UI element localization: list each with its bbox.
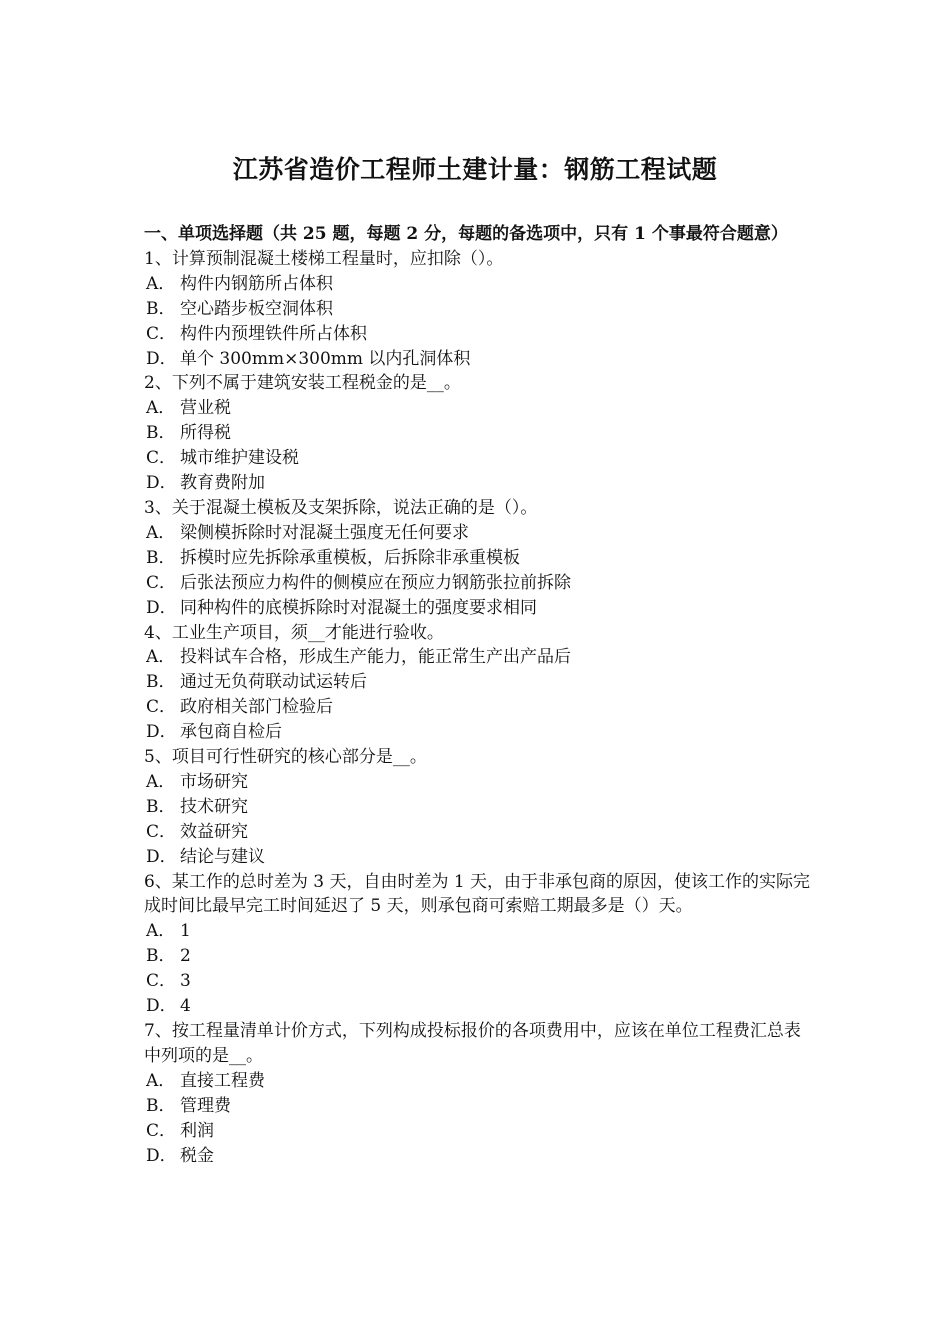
option-letter: C．: [146, 697, 177, 718]
answer-option: [144, 645, 812, 670]
option-text: 效益研究: [180, 821, 248, 842]
answer-option: [144, 770, 812, 795]
option-letter: A．: [146, 522, 176, 543]
document-title: 江苏省造价工程师土建计量：钢筋工程试题: [232, 155, 718, 184]
question-list: [144, 247, 812, 1169]
option-text: 教育费附加: [180, 473, 265, 494]
option-letter: C．: [146, 448, 177, 469]
question-stem: 2、下列不属于建筑安装工程税金的是__。: [144, 373, 461, 394]
answer-option: [144, 1144, 812, 1169]
option-text: 拆模时应先拆除承重模板，后拆除非承重模板: [180, 547, 520, 568]
answer-option: [144, 695, 812, 720]
option-letter: C．: [146, 572, 177, 593]
answer-option: [144, 521, 812, 546]
answer-option: [144, 670, 812, 695]
option-text: 空心踏步板空洞体积: [180, 298, 333, 319]
option-letter: D．: [146, 722, 177, 743]
option-text: 2: [180, 946, 191, 967]
document-body: [144, 222, 812, 1168]
answer-option: [144, 795, 812, 820]
option-letter: D．: [146, 473, 177, 494]
option-letter: D．: [146, 597, 177, 618]
answer-option: [144, 994, 812, 1019]
question-stem: 7、按工程量清单计价方式，下列构成投标报价的各项费用中，应该在单位工程费汇总表中列项的是__。: [144, 1021, 801, 1066]
answer-option: [144, 347, 812, 372]
option-text: 城市维护建设税: [180, 448, 299, 469]
section-heading: 一、单项选择题（共 25 题，每题 2 分，每题的备选项中，只有 1 个事最符合题意）: [144, 224, 788, 244]
option-letter: C．: [146, 821, 177, 842]
answer-option: [144, 944, 812, 969]
answer-option: [144, 969, 812, 994]
answer-option: [144, 471, 812, 496]
option-text: 利润: [180, 1120, 214, 1141]
option-text: 市场研究: [180, 771, 248, 792]
option-letter: C．: [146, 323, 177, 344]
option-letter: A．: [146, 273, 176, 294]
answer-option: [144, 446, 812, 471]
answer-option: [144, 919, 812, 944]
answer-option: [144, 1094, 812, 1119]
option-text: 承包商自检后: [180, 722, 282, 743]
question-stem: 6、某工作的总时差为 3 天，自由时差为 1 天，由于非承包商的原因，使该工作的实际完成时间比最早完工时间延迟了 5 天，则承包商可索赔工期最多是（）天。: [144, 871, 811, 917]
answer-option: [144, 596, 812, 621]
option-letter: B．: [146, 672, 176, 693]
option-text: 构件内预埋铁件所占体积: [180, 323, 367, 344]
answer-option: [144, 546, 812, 571]
answer-option: [144, 571, 812, 596]
answer-option: [144, 820, 812, 845]
option-text: 营业税: [180, 398, 231, 419]
answer-option: [144, 396, 812, 421]
option-text: 梁侧模拆除时对混凝土强度无任何要求: [180, 522, 469, 543]
question-stem: 5、项目可行性研究的核心部分是__。: [144, 747, 427, 768]
question-stem: 4、工业生产项目，须__才能进行验收。: [144, 622, 444, 643]
option-text: 通过无负荷联动试运转后: [180, 672, 367, 693]
option-letter: A．: [146, 1070, 176, 1091]
option-text: 管理费: [180, 1095, 231, 1116]
option-letter: B．: [146, 946, 176, 967]
option-text: 4: [180, 996, 191, 1017]
option-text: 技术研究: [180, 796, 248, 817]
option-letter: A．: [146, 921, 176, 942]
option-text: 结论与建议: [180, 846, 265, 867]
option-letter: D．: [146, 1145, 177, 1166]
option-letter: D．: [146, 846, 177, 867]
question-stem: 3、关于混凝土模板及支架拆除，说法正确的是（）。: [144, 497, 538, 518]
option-letter: A．: [146, 771, 176, 792]
option-text: 直接工程费: [180, 1070, 265, 1091]
option-letter: B．: [146, 298, 176, 319]
answer-option: [144, 845, 812, 870]
option-text: 同种构件的底模拆除时对混凝土的强度要求相同: [180, 597, 537, 618]
answer-option: [144, 421, 812, 446]
option-letter: B．: [146, 547, 176, 568]
option-letter: D．: [146, 348, 177, 369]
option-letter: B．: [146, 1095, 176, 1116]
answer-option: [144, 720, 812, 745]
answer-option: [144, 322, 812, 347]
option-letter: A．: [146, 647, 176, 668]
option-text: 3: [180, 971, 191, 992]
option-text: 1: [180, 921, 191, 942]
option-letter: B．: [146, 796, 176, 817]
answer-option: [144, 1119, 812, 1144]
answer-option: [144, 272, 812, 297]
option-text: 构件内钢筋所占体积: [180, 273, 333, 294]
option-text: 投料试车合格，形成生产能力，能正常生产出产品后: [180, 647, 571, 668]
answer-option: [144, 297, 812, 322]
question-stem: 1、计算预制混凝土楼梯工程量时，应扣除（）。: [144, 248, 504, 269]
option-letter: C．: [146, 1120, 177, 1141]
option-letter: D．: [146, 996, 177, 1017]
answer-option: [144, 1069, 812, 1094]
option-letter: C．: [146, 971, 177, 992]
option-text: 后张法预应力构件的侧模应在预应力钢筋张拉前拆除: [180, 572, 571, 593]
option-text: 所得税: [180, 423, 231, 444]
option-text: 政府相关部门检验后: [180, 697, 333, 718]
option-letter: B．: [146, 423, 176, 444]
option-text: 税金: [180, 1145, 214, 1166]
option-letter: A．: [146, 398, 176, 419]
option-text: 单个 300mm×300mm 以内孔洞体积: [180, 348, 471, 369]
